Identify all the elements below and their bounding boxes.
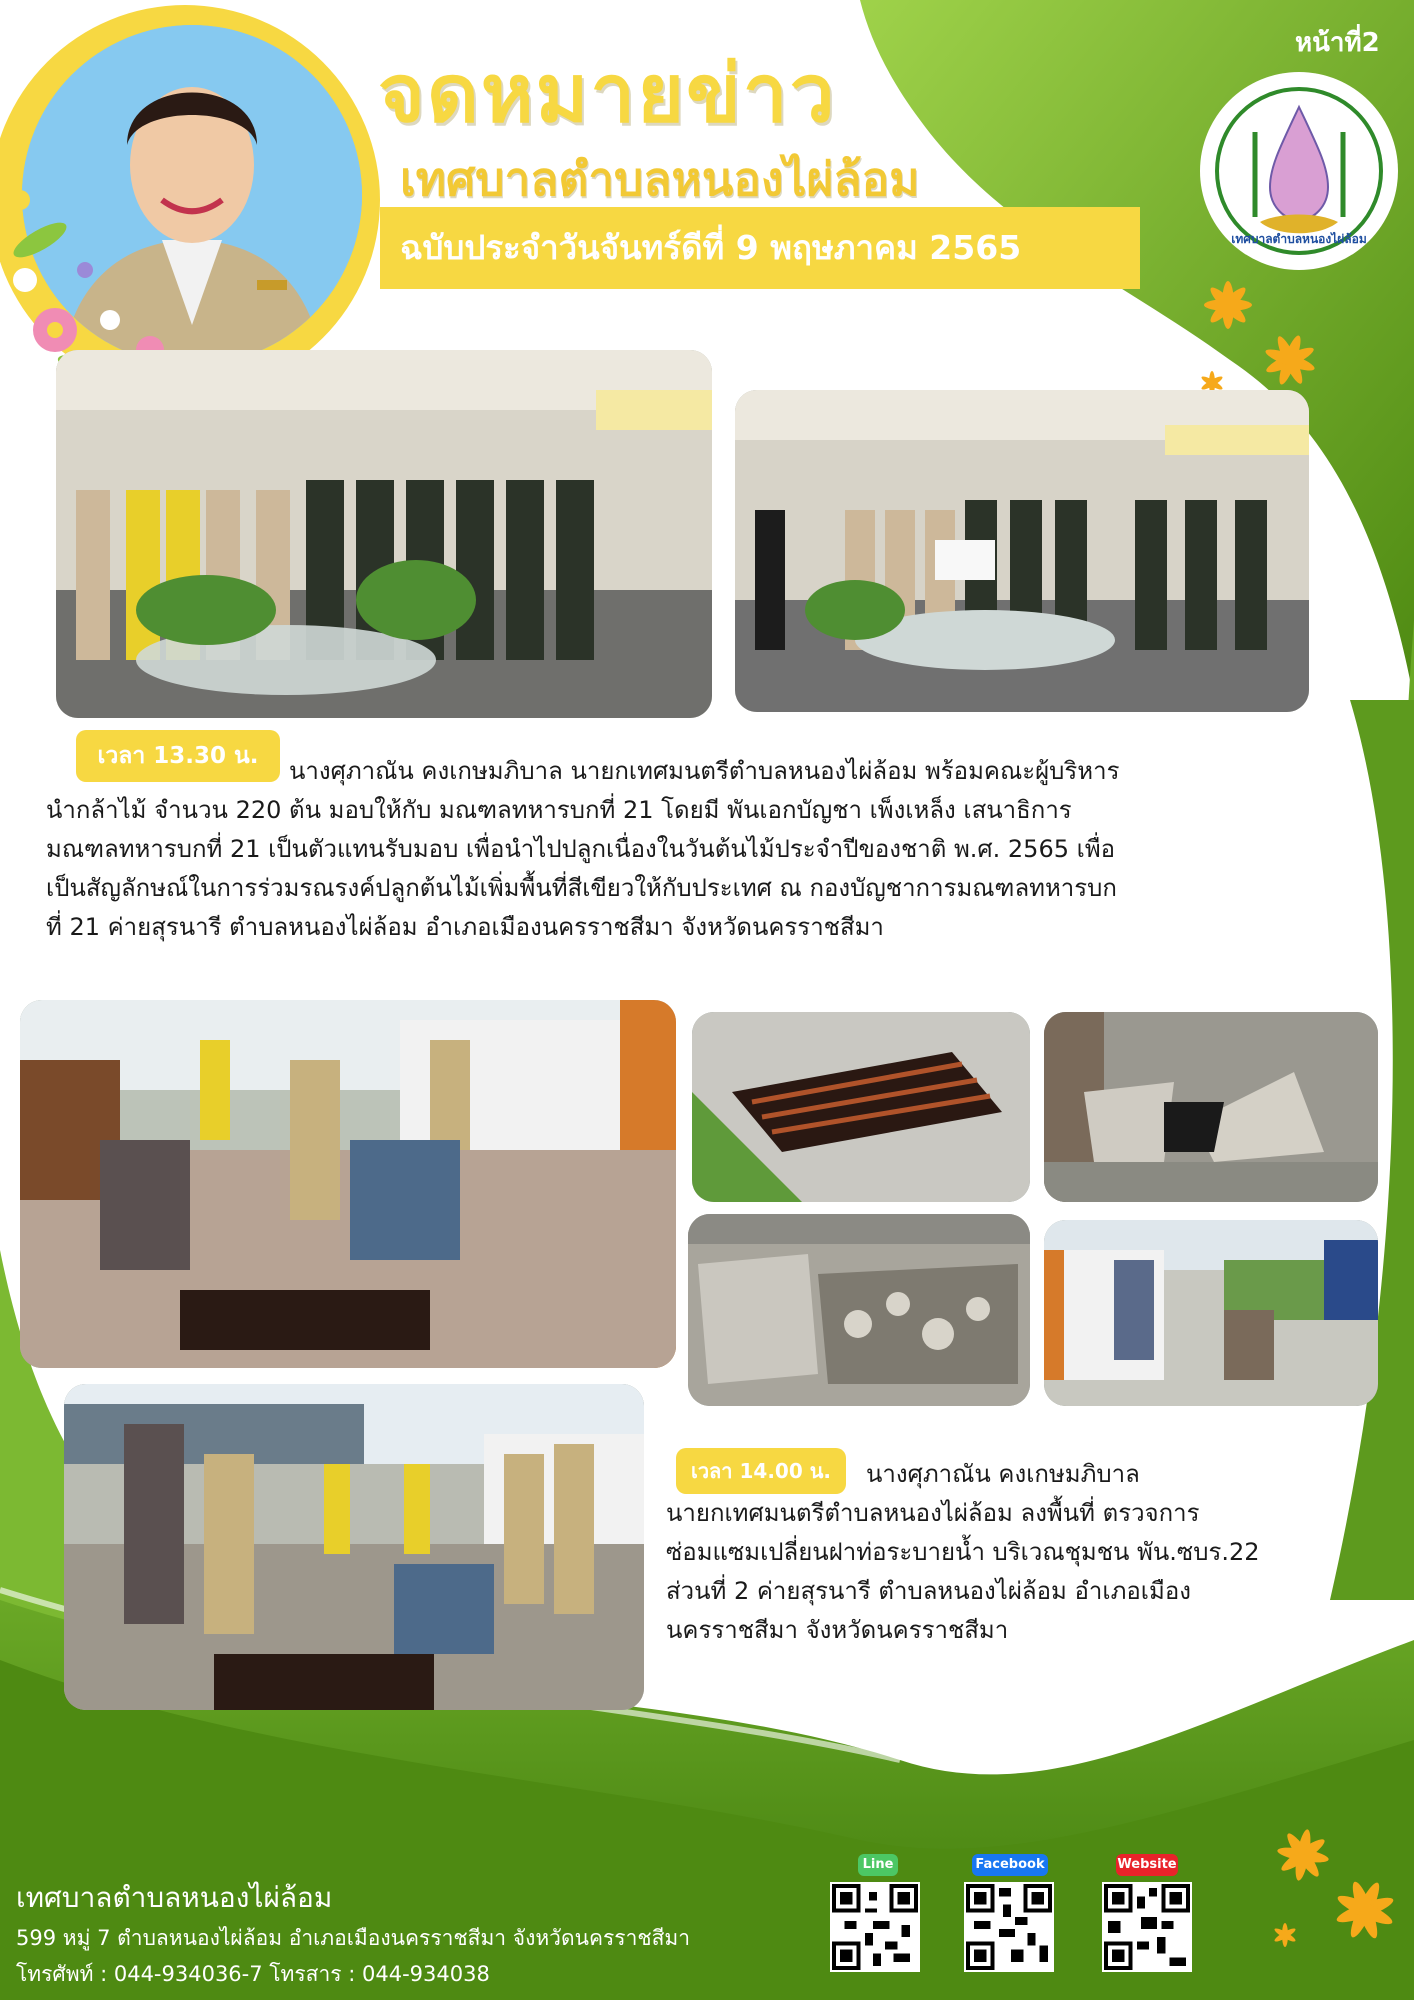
story1-line: ที่ 21 ค่ายสุรนารี ตำบลหนองไผ่ล้อม อำเภอเมืองนครราชสีมา จังหวัดนครราชสีมา (46, 913, 884, 941)
photo-broken-drain-cover-1 (1044, 1012, 1378, 1202)
qr-label-website: Website (1116, 1854, 1178, 1876)
story1-text (46, 752, 1396, 947)
story2-line: ส่วนที่ 2 ค่ายสุรนารี ตำบลหนองไผ่ล้อม อำเภอเมือง (666, 1577, 1191, 1605)
story2-text (666, 1455, 1406, 1650)
qr-code-line[interactable] (830, 1882, 920, 1972)
footer-address: 599 หมู่ 7 ตำบลหนองไผ่ล้อม อำเภอเมืองนครราชสีมา จังหวัดนครราชสีมา (16, 1926, 691, 1950)
newsletter-title: จดหมายข่าว (378, 47, 837, 140)
issue-date-banner: ฉบับประจำวันจันทร์ดีที่ 9 พฤษภาคม 2565 (380, 207, 1140, 289)
organization-title: เทศบาลตำบลหนองไผ่ล้อม (400, 152, 920, 206)
photo-drain-repair-main (20, 1000, 676, 1368)
qr-label-facebook: Facebook (972, 1854, 1048, 1876)
story1-line: นางศุภาณัน คงเกษมภิบาล นายกเทศมนตรีตำบลหนองไผ่ล้อม พร้อมคณะผู้บริหาร (289, 757, 1120, 785)
photo-mayor-inspecting (64, 1384, 644, 1710)
photo-workers-drain (1044, 1220, 1378, 1406)
page-number: หน้าที่2 (1295, 28, 1380, 58)
story2-line: ซ่อมแซมเปลี่ยนฝาท่อระบายน้ำ บริเวณชุมชน พัน.ซบร.22 (666, 1538, 1260, 1566)
photo-tree-handover-2 (735, 390, 1309, 712)
photo-drain-grate (692, 1012, 1030, 1202)
municipality-logo (1200, 72, 1398, 270)
story2-line: นางศุภาณัน คงเกษมภิบาล (866, 1460, 1140, 1488)
footer-phone: โทรศัพท์ : 044-934036-7 โทรสาร : 044-934038 (16, 1962, 490, 1986)
story2-line: นครราชสีมา จังหวัดนครราชสีมา (666, 1616, 1009, 1644)
story1-time-badge: เวลา 13.30 น. (76, 730, 280, 782)
qr-label-line: Line (858, 1854, 898, 1876)
footer-org-name: เทศบาลตำบลหนองไผ่ล้อม (16, 1881, 333, 1914)
story1-line: มณฑลทหารบกที่ 21 เป็นตัวแทนรับมอบ เพื่อนำไปปลูกเนื่องในวันต้นไม้ประจำปีของชาติ พ.ศ. 2565 เพื่อ (46, 835, 1116, 863)
story2-line: นายกเทศมนตรีตำบลหนองไผ่ล้อม ลงพื้นที่ ตรวจการ (666, 1499, 1200, 1527)
story1-line: เป็นสัญลักษณ์ในการร่วมรณรงค์ปลูกต้นไม้เพิ่มพื้นที่สีเขียวให้กับประเทศ ณ กองบัญชาการมณฑลทหารบก (46, 874, 1117, 902)
qr-code-facebook[interactable] (964, 1882, 1054, 1972)
photo-tree-handover-1 (56, 350, 712, 718)
story1-line: นำกล้าไม้ จำนวน 220 ต้น มอบให้กับ มณฑลทหารบกที่ 21 โดยมี พันเอกบัญชา เพ็งเหล็ง เสนาธิการ (46, 796, 1072, 824)
story2-time-badge: เวลา 14.00 น. (676, 1448, 846, 1494)
photo-broken-drain-cover-2 (688, 1214, 1030, 1406)
logo-text: เทศบาลตำบลหนองไผ่ล้อม (1231, 232, 1367, 246)
qr-code-website[interactable] (1102, 1882, 1192, 1972)
